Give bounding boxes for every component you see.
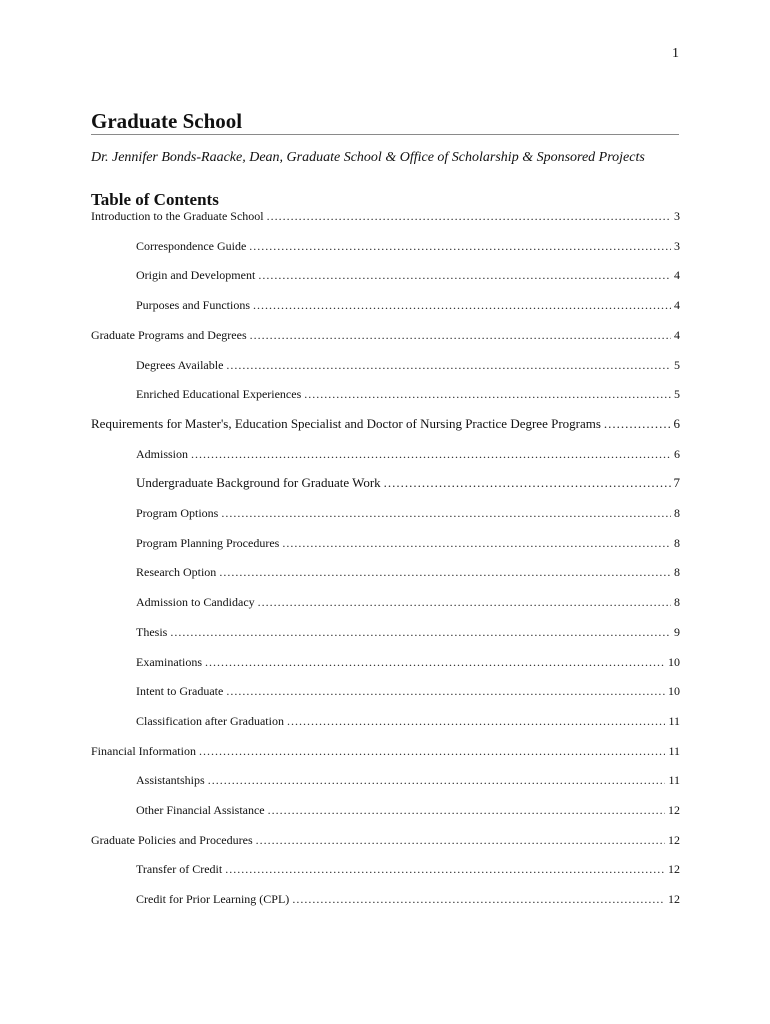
toc-entry-label: Credit for Prior Learning (CPL): [136, 892, 290, 907]
toc-entry-page: 3: [674, 209, 680, 223]
toc-entry-label: Program Planning Procedures: [136, 535, 280, 550]
toc-heading: Table of Contents: [91, 190, 219, 209]
toc-entry-page: 4: [674, 327, 680, 342]
toc-subsection-entry[interactable]: [91, 654, 680, 670]
toc-entry-label: Intent to Graduate: [136, 684, 224, 699]
toc-entry-label: Classification after Graduation: [136, 713, 284, 728]
toc-entry-page: 5: [674, 387, 680, 402]
toc-subsection-entry[interactable]: [91, 624, 680, 640]
toc-subsection-entry[interactable]: [91, 861, 680, 877]
toc-subsection-entry[interactable]: [91, 802, 680, 818]
toc-leader-dots: [249, 238, 671, 254]
toc-entry-label: Assistantships: [136, 773, 205, 788]
toc-entry-page: 10: [668, 654, 680, 669]
toc-entry-label: Financial Information: [91, 743, 196, 758]
toc-entry-label: Enriched Educational Experiences: [136, 387, 302, 402]
toc-leader-dots: [282, 535, 671, 551]
toc-subsection-entry[interactable]: [91, 891, 680, 907]
toc-leader-dots: [253, 297, 671, 313]
document-title: Graduate School: [91, 108, 679, 135]
toc-entry-page: 12: [668, 803, 680, 817]
toc-leader-dots: [287, 713, 665, 729]
toc-entry-label: Origin and Development: [136, 268, 256, 283]
toc-subsection-entry[interactable]: [91, 475, 680, 491]
toc-entry-label: Correspondence Guide: [136, 238, 247, 253]
toc-leader-dots: [268, 802, 665, 818]
toc-entry-label: Research Option: [136, 565, 217, 580]
toc-leader-dots: [226, 683, 665, 699]
toc-entry-page: 8: [674, 565, 680, 580]
toc-subsection-entry[interactable]: [91, 446, 680, 462]
toc-leader-dots: [225, 861, 665, 877]
toc-leader-dots: [191, 446, 671, 462]
toc-leader-dots: [604, 416, 671, 432]
toc-entry-page: 11: [668, 743, 680, 758]
toc-leader-dots: [258, 594, 671, 610]
toc-entry-label: Purposes and Functions: [136, 298, 250, 313]
toc-entry-label: Transfer of Credit: [136, 862, 223, 877]
toc-leader-dots: [256, 832, 665, 848]
toc-entry-page: 10: [668, 684, 680, 699]
toc-entry-page: 12: [668, 862, 680, 877]
toc-entry-label: Admission to Candidacy: [136, 595, 255, 610]
page-number: 1: [672, 46, 679, 61]
toc-section-entry[interactable]: [91, 416, 680, 432]
toc-section-entry[interactable]: [91, 208, 680, 224]
toc-leader-dots: [205, 654, 665, 670]
toc-entry-label: Graduate Policies and Procedures: [91, 832, 253, 847]
document-subtitle: Dr. Jennifer Bonds-Raacke, Dean, Graduate School & Office of Scholarship & Sponsored Projects: [91, 150, 645, 165]
toc-leader-dots: [199, 743, 665, 759]
toc-leader-dots: [170, 624, 671, 640]
toc-section-entry[interactable]: [91, 832, 680, 848]
toc-subsection-entry[interactable]: [91, 505, 680, 521]
toc-entry-page: 5: [674, 357, 680, 372]
toc-subsection-entry[interactable]: [91, 535, 680, 551]
toc-entry-page: 4: [674, 268, 680, 283]
toc-entry-page: 11: [668, 773, 680, 788]
toc-section-entry[interactable]: [91, 743, 680, 759]
toc-entry-page: 12: [668, 832, 680, 847]
toc-leader-dots: [250, 327, 671, 343]
toc-entry-page: 7: [673, 475, 680, 491]
toc-subsection-entry[interactable]: [91, 267, 680, 283]
toc-entry-page: 11: [668, 713, 680, 728]
toc-subsection-entry[interactable]: [91, 683, 680, 699]
toc-entry-label: Introduction to the Graduate School: [91, 209, 264, 223]
toc-leader-dots: [208, 772, 666, 788]
toc-entry-label: Other Financial Assistance: [136, 803, 265, 817]
toc-entry-label: Graduate Programs and Degrees: [91, 327, 247, 342]
toc-entry-label: Degrees Available: [136, 357, 224, 372]
toc-entry-label: Program Options: [136, 506, 219, 520]
toc-entry-label: Admission: [136, 446, 189, 461]
toc-subsection-entry[interactable]: [91, 594, 680, 610]
toc-subsection-entry[interactable]: [91, 772, 680, 788]
toc-entry-label: Thesis: [136, 624, 168, 639]
toc-leader-dots: [267, 208, 671, 224]
toc-entry-label: Undergraduate Background for Graduate Work: [136, 475, 381, 491]
toc-leader-dots: [219, 564, 671, 580]
toc-leader-dots: [304, 386, 671, 402]
toc-section-entry[interactable]: [91, 327, 680, 343]
toc-entry-page: 8: [674, 506, 680, 520]
toc-leader-dots: [221, 505, 671, 521]
toc-subsection-entry[interactable]: [91, 297, 680, 313]
toc-subsection-entry[interactable]: [91, 386, 680, 402]
toc-entry-page: 12: [668, 892, 680, 907]
toc-entry-page: 6: [674, 446, 680, 461]
toc-leader-dots: [258, 267, 671, 283]
toc-entry-page: 3: [674, 238, 680, 253]
toc-subsection-entry[interactable]: [91, 564, 680, 580]
toc-entry-page: 6: [673, 415, 680, 431]
toc-entry-page: 8: [674, 535, 680, 550]
toc-subsection-entry[interactable]: [91, 238, 680, 254]
toc-leader-dots: [226, 357, 671, 373]
toc-entry-label: Requirements for Master's, Education Specialist and Doctor of Nursing Practice Degree Programs: [91, 415, 601, 431]
toc-entry-page: 4: [674, 298, 680, 313]
toc-subsection-entry[interactable]: [91, 357, 680, 373]
toc-leader-dots: [292, 891, 665, 907]
toc-subsection-entry[interactable]: [91, 713, 680, 729]
toc-leader-dots: [384, 475, 671, 491]
toc-entry-page: 9: [674, 624, 680, 639]
toc-entry-page: 8: [674, 595, 680, 610]
toc-entry-label: Examinations: [136, 654, 202, 669]
